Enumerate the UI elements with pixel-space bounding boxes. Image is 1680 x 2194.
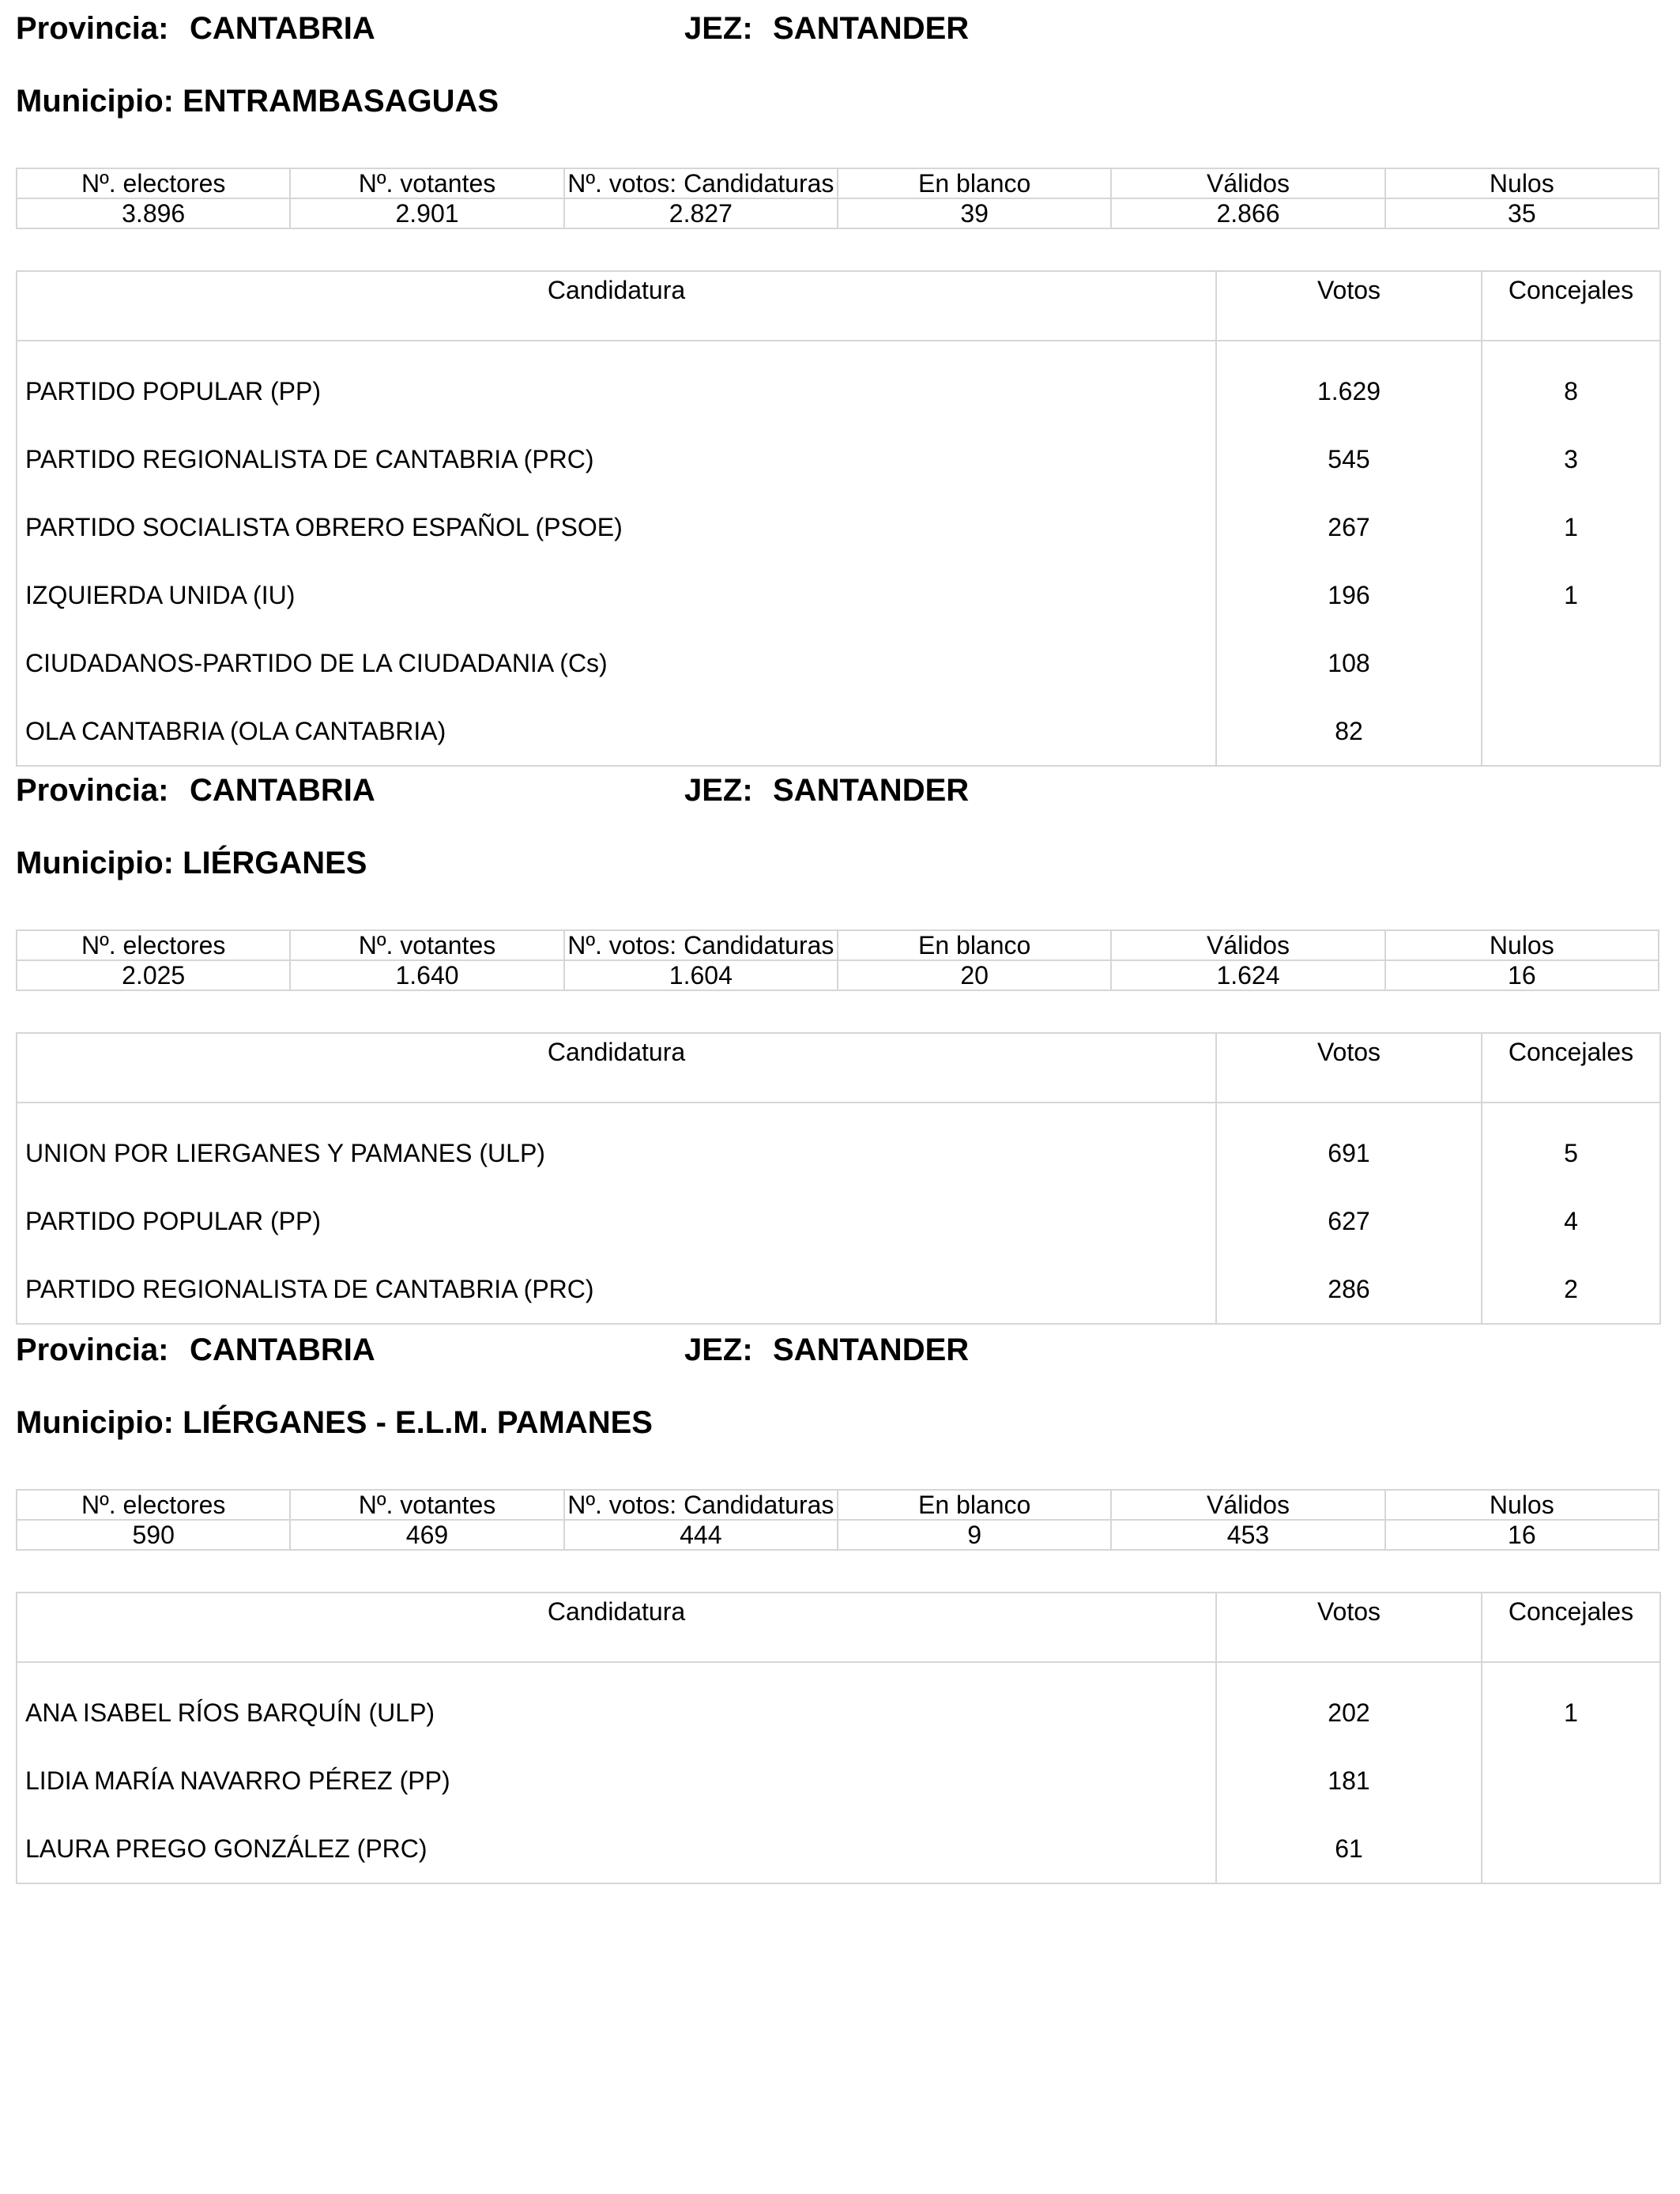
summary-value: 9 bbox=[838, 1520, 1111, 1550]
concejales-cell bbox=[1482, 629, 1660, 697]
summary-table bbox=[16, 168, 1659, 229]
concejales-cell: 5 bbox=[1482, 1119, 1660, 1187]
concejales-cell: 3 bbox=[1482, 425, 1660, 493]
spacer-row bbox=[17, 1662, 1660, 1679]
concejales-cell bbox=[1482, 1747, 1660, 1815]
candidatura-cell: PARTIDO SOCIALISTA OBRERO ESPAÑOL (PSOE) bbox=[25, 513, 623, 541]
summary-table bbox=[16, 929, 1659, 991]
candidatura-cell: PARTIDO POPULAR (PP) bbox=[25, 377, 321, 405]
summary-value: 453 bbox=[1111, 1520, 1384, 1550]
summary-table bbox=[16, 1489, 1659, 1551]
candidatura-cell: PARTIDO REGIONALISTA DE CANTABRIA (PRC) bbox=[25, 445, 594, 473]
votos-cell: 82 bbox=[1216, 697, 1482, 766]
summary-header: Válidos bbox=[1111, 1490, 1384, 1520]
summary-value: 20 bbox=[838, 960, 1111, 990]
table-row bbox=[17, 1747, 1660, 1815]
concejales-cell: 1 bbox=[1482, 561, 1660, 629]
results-table bbox=[16, 1592, 1661, 1884]
summary-value: 3.896 bbox=[17, 198, 290, 228]
results-table bbox=[16, 1032, 1661, 1325]
municipio-line bbox=[16, 1402, 653, 1443]
jez-label: JEZ: bbox=[684, 1333, 753, 1367]
summary-value: 444 bbox=[564, 1520, 838, 1550]
provincia-label: Provincia: bbox=[16, 11, 169, 46]
jez-label: JEZ: bbox=[684, 773, 753, 808]
concejales-header: Concejales bbox=[1482, 1593, 1660, 1662]
results-header-row bbox=[17, 1593, 1660, 1662]
votos-cell: 202 bbox=[1216, 1679, 1482, 1747]
candidatura-cell: ANA ISABEL RÍOS BARQUÍN (ULP) bbox=[25, 1698, 435, 1727]
table-row bbox=[17, 1815, 1660, 1883]
summary-values-row bbox=[17, 960, 1659, 990]
table-row bbox=[17, 697, 1660, 766]
summary-header: Nº. electores bbox=[17, 168, 290, 198]
table-row bbox=[17, 1679, 1660, 1747]
municipio-value: LIÉRGANES - E.L.M. PAMANES bbox=[183, 1405, 653, 1440]
summary-header: Nº. electores bbox=[17, 1490, 290, 1520]
summary-header: Nº. votos: Candidaturas bbox=[564, 1490, 838, 1520]
summary-header-row bbox=[17, 168, 1659, 198]
table-row bbox=[17, 1187, 1660, 1255]
summary-values-row bbox=[17, 1520, 1659, 1550]
votos-cell: 691 bbox=[1216, 1119, 1482, 1187]
summary-header: En blanco bbox=[838, 1490, 1111, 1520]
municipio-value: ENTRAMBASAGUAS bbox=[183, 84, 499, 119]
provincia-value: CANTABRIA bbox=[190, 11, 375, 46]
summary-header-row bbox=[17, 1490, 1659, 1520]
summary-value: 2.901 bbox=[290, 198, 563, 228]
summary-header: Nulos bbox=[1385, 930, 1659, 960]
table-row bbox=[17, 493, 1660, 561]
concejales-header: Concejales bbox=[1482, 1033, 1660, 1103]
votos-cell: 1.629 bbox=[1216, 357, 1482, 425]
summary-header-row bbox=[17, 930, 1659, 960]
provincia-label: Provincia: bbox=[16, 1333, 169, 1367]
candidatura-cell: PARTIDO REGIONALISTA DE CANTABRIA (PRC) bbox=[25, 1275, 594, 1303]
candidatura-cell: CIUDADANOS-PARTIDO DE LA CIUDADANIA (Cs) bbox=[25, 649, 608, 677]
provincia-line bbox=[16, 770, 1659, 811]
provincia-label: Provincia: bbox=[16, 773, 169, 808]
jez-value: SANTANDER bbox=[773, 11, 970, 46]
votos-cell: 545 bbox=[1216, 425, 1482, 493]
votos-cell: 61 bbox=[1216, 1815, 1482, 1883]
votos-cell: 196 bbox=[1216, 561, 1482, 629]
summary-header: Válidos bbox=[1111, 930, 1384, 960]
provincia-line bbox=[16, 1329, 1659, 1370]
summary-value: 16 bbox=[1385, 960, 1659, 990]
summary-value: 2.827 bbox=[564, 198, 838, 228]
votos-cell: 286 bbox=[1216, 1255, 1482, 1324]
votos-header: Votos bbox=[1216, 1593, 1482, 1662]
municipio-label: Municipio: bbox=[16, 1405, 174, 1440]
summary-header: Válidos bbox=[1111, 168, 1384, 198]
concejales-cell: 2 bbox=[1482, 1255, 1660, 1324]
jez-value: SANTANDER bbox=[773, 773, 970, 808]
summary-value: 39 bbox=[838, 198, 1111, 228]
jez-value: SANTANDER bbox=[773, 1333, 970, 1367]
jez-label: JEZ: bbox=[684, 11, 753, 46]
summary-header: Nº. votantes bbox=[290, 168, 563, 198]
candidatura-header: Candidatura bbox=[17, 1033, 1216, 1103]
table-row bbox=[17, 561, 1660, 629]
summary-value: 1.604 bbox=[564, 960, 838, 990]
candidatura-cell: UNION POR LIERGANES Y PAMANES (ULP) bbox=[25, 1139, 545, 1167]
candidatura-cell: OLA CANTABRIA (OLA CANTABRIA) bbox=[25, 717, 446, 745]
table-row bbox=[17, 425, 1660, 493]
summary-header: Nº. votos: Candidaturas bbox=[564, 930, 838, 960]
results-header-row bbox=[17, 271, 1660, 341]
votos-cell: 627 bbox=[1216, 1187, 1482, 1255]
votos-cell: 181 bbox=[1216, 1747, 1482, 1815]
summary-header: Nulos bbox=[1385, 1490, 1659, 1520]
candidatura-cell: LAURA PREGO GONZÁLEZ (PRC) bbox=[25, 1834, 428, 1863]
summary-value: 469 bbox=[290, 1520, 563, 1550]
summary-value: 1.640 bbox=[290, 960, 563, 990]
table-row bbox=[17, 1119, 1660, 1187]
municipio-label: Municipio: bbox=[16, 846, 174, 880]
municipio-line bbox=[16, 843, 367, 884]
summary-value: 35 bbox=[1385, 198, 1659, 228]
candidatura-header: Candidatura bbox=[17, 1593, 1216, 1662]
summary-value: 16 bbox=[1385, 1520, 1659, 1550]
provincia-value: CANTABRIA bbox=[190, 1333, 375, 1367]
summary-value: 590 bbox=[17, 1520, 290, 1550]
municipio-line bbox=[16, 81, 499, 122]
summary-header: En blanco bbox=[838, 168, 1111, 198]
results-header-row bbox=[17, 1033, 1660, 1103]
summary-header: En blanco bbox=[838, 930, 1111, 960]
summary-header: Nº. electores bbox=[17, 930, 290, 960]
candidatura-header: Candidatura bbox=[17, 271, 1216, 341]
summary-values-row bbox=[17, 198, 1659, 228]
concejales-cell: 1 bbox=[1482, 493, 1660, 561]
summary-header: Nulos bbox=[1385, 168, 1659, 198]
concejales-cell bbox=[1482, 1815, 1660, 1883]
summary-header: Nº. votos: Candidaturas bbox=[564, 168, 838, 198]
votos-header: Votos bbox=[1216, 271, 1482, 341]
concejales-cell: 4 bbox=[1482, 1187, 1660, 1255]
table-row bbox=[17, 629, 1660, 697]
summary-value: 1.624 bbox=[1111, 960, 1384, 990]
candidatura-cell: LIDIA MARÍA NAVARRO PÉREZ (PP) bbox=[25, 1766, 450, 1795]
summary-value: 2.866 bbox=[1111, 198, 1384, 228]
candidatura-cell: IZQUIERDA UNIDA (IU) bbox=[25, 581, 296, 609]
spacer-row bbox=[17, 341, 1660, 357]
table-row bbox=[17, 1255, 1660, 1324]
votos-cell: 267 bbox=[1216, 493, 1482, 561]
summary-header: Nº. votantes bbox=[290, 1490, 563, 1520]
concejales-cell bbox=[1482, 697, 1660, 766]
municipio-value: LIÉRGANES bbox=[183, 846, 367, 880]
municipio-label: Municipio: bbox=[16, 84, 174, 119]
concejales-cell: 1 bbox=[1482, 1679, 1660, 1747]
spacer-row bbox=[17, 1103, 1660, 1119]
table-row bbox=[17, 357, 1660, 425]
concejales-cell: 8 bbox=[1482, 357, 1660, 425]
concejales-header: Concejales bbox=[1482, 271, 1660, 341]
results-table bbox=[16, 270, 1661, 767]
summary-value: 2.025 bbox=[17, 960, 290, 990]
votos-cell: 108 bbox=[1216, 629, 1482, 697]
candidatura-cell: PARTIDO POPULAR (PP) bbox=[25, 1207, 321, 1235]
provincia-line bbox=[16, 8, 1659, 49]
provincia-value: CANTABRIA bbox=[190, 773, 375, 808]
votos-header: Votos bbox=[1216, 1033, 1482, 1103]
summary-header: Nº. votantes bbox=[290, 930, 563, 960]
